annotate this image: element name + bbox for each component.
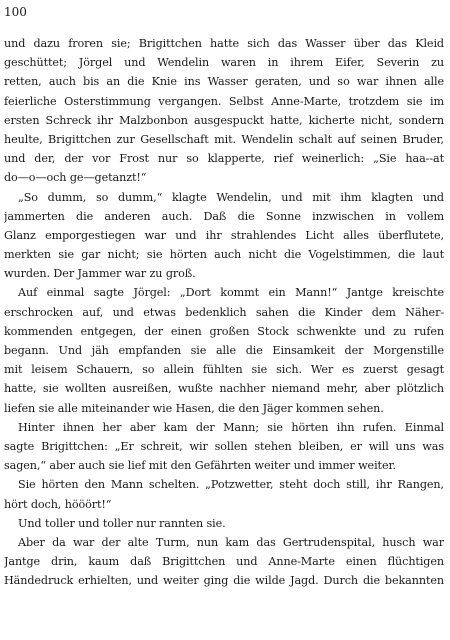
text-line: Hinter ihnen her aber kam der Mann; sie hörten ihn rufen. Einmal (18, 420, 444, 434)
text-line: Sie hörten den Mann schelten. „Potzwetter, steht doch still, ihr Rangen, (18, 478, 444, 492)
text-line: retten, auch bis an die Knie ins Wasser geraten, und so war ihnen alle (4, 75, 444, 89)
text-line: liefen sie alle miteinander wie Hasen, die den Jäger kommen sehen. (4, 401, 384, 415)
text-line: jammerten die anderen auch. Daß die Sonne inzwischen in vollem (4, 209, 444, 223)
text-line: wurden. Der Jammer war zu groß. (4, 267, 196, 281)
text-line: hört doch, hööört!“ (4, 497, 112, 511)
text-line: do—o—och ge—getanzt!“ (4, 171, 147, 185)
body-text (4, 34, 444, 590)
text-line: hatte, sie wollten ausreißen, wußte nachher niemand mehr, aber plötzlich (4, 382, 444, 396)
text-line: und dazu froren sie; Brigittchen hatte sich das Wasser über das Kleid (4, 37, 444, 50)
text-line: merkten sie gar nicht; sie hörten auch nicht die Vogelstimmen, die laut (4, 248, 444, 262)
text-line: „So dumm, so dumm,“ klagte Wendelin, und mit ihm klagten und (18, 190, 444, 204)
text-line: geschüttet; Jörgel und Wendelin waren in ihrem Eifer, Severin zu (4, 56, 444, 70)
text-line: mit leisem Schauern, so allein fühlten sie sich. Wer es zuerst gesagt (4, 363, 444, 377)
text-line: Händedruck erhielten, und weiter ging die wilde Jagd. Durch die bekannten (4, 574, 444, 588)
text-line: begann. Und jäh empfanden sie alle die Einsamkeit der Morgenstille (4, 344, 444, 357)
text-line: Aber da war der alte Turm, nun kam das Gertrudenspital, husch war (18, 535, 444, 549)
text-line: Jantge drin, kaum daß Brigittchen und Anne-Marte einen flüchtigen (4, 555, 444, 569)
text-line: Glanz emporgestiegen war und ihr strahlendes Licht alles überflutete, (4, 228, 444, 242)
text-line: Und toller und toller nur rannten sie. (18, 516, 226, 530)
text-line: ersten Schreck ihr Malzbonbon ausgespuckt hatte, kicherte nicht, sondern (4, 113, 444, 127)
text-line: kommenden entgegen, der einen großen Stock schwenkte und zu rufen (4, 324, 444, 338)
text-line: feierliche Osterstimmung vergangen. Selbst Anne-Marte, trotzdem sie im (4, 94, 444, 108)
page-number: 100 (4, 5, 27, 19)
text-line: sagen,“ aber auch sie lief mit den Gefährten weiter und immer weiter. (4, 459, 396, 473)
text-line: Auf einmal sagte Jörgel: „Dort kommt ein Mann!“ Jantge kreischte (18, 286, 444, 300)
text-line: sagte Brigittchen: „Er schreit, wir sollen stehen bleiben, er will uns was (4, 439, 444, 453)
text-line: und der, der vor Frost nur so klapperte, rief weinerlich: „Sie haa--at (4, 152, 444, 166)
text-line: heulte, Brigittchen zur Gesellschaft mit. Wendelin schalt auf seinen Bruder, (4, 132, 444, 146)
text-line: erschrocken auf, und etwas bedenklich sahen die Kinder dem Näher- (4, 305, 444, 319)
